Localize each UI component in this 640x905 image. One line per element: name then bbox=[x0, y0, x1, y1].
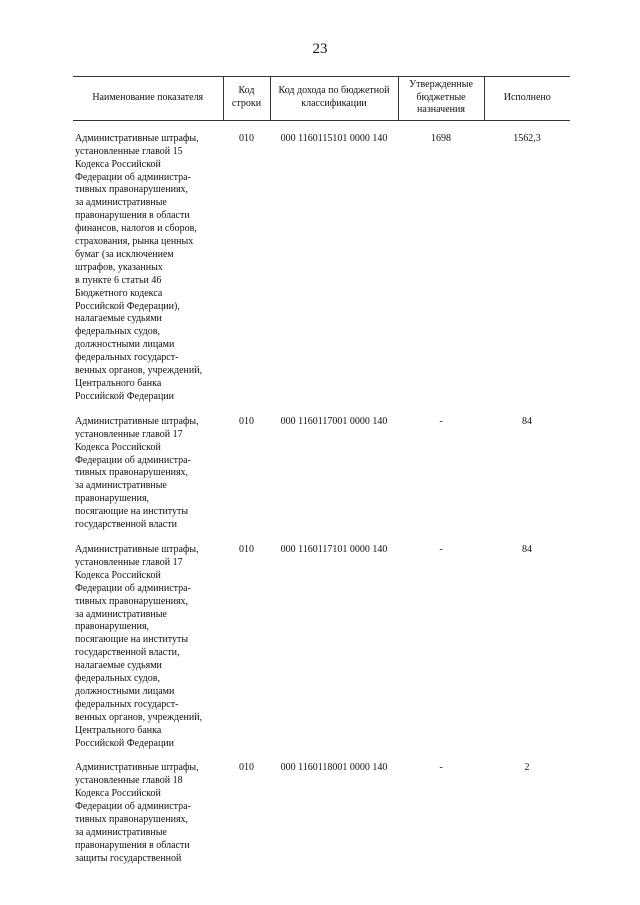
indicator-name-line: за административные bbox=[75, 827, 167, 838]
indicator-name-line: федеральных судов, bbox=[75, 673, 160, 685]
indicator-name-line: правонарушения в области bbox=[75, 839, 190, 851]
page-number: 23 bbox=[312, 41, 328, 57]
indicator-name-line: посягающие на институты bbox=[75, 634, 189, 646]
table-row bbox=[73, 532, 570, 751]
header-approved: Утвержденные бюджетные назначения bbox=[398, 77, 484, 121]
indicator-name-line: должностными лицами bbox=[75, 685, 175, 697]
income-code-cell: 000 1160117001 0000 140 bbox=[280, 415, 388, 427]
indicator-name-line: Бюджетного кодекса bbox=[75, 287, 163, 299]
header-indicator-name: Наименование показателя bbox=[73, 77, 223, 121]
indicator-name-line: страхования, рынка ценных bbox=[75, 236, 194, 248]
indicator-name-line: Центрального банка bbox=[75, 724, 162, 736]
indicator-name-line: венных органов, учреждений, bbox=[75, 711, 203, 723]
indicator-name-line: Центрального банка bbox=[75, 378, 162, 389]
indicator-name-cell bbox=[73, 404, 223, 532]
executed-cell: 1562,3 bbox=[513, 132, 541, 144]
income-code-cell: 000 1160115101 0000 140 bbox=[280, 132, 388, 144]
indicator-name-line: Административные штрафы, bbox=[75, 132, 199, 144]
indicator-name-line: тивных правонарушениях, bbox=[75, 467, 189, 479]
indicator-name-line: финансов, налогов и сборов, bbox=[75, 223, 197, 235]
indicator-name-line: должностными лицами bbox=[75, 339, 175, 351]
table-row bbox=[73, 120, 570, 404]
approved-cell: - bbox=[439, 415, 443, 427]
indicator-name-line: в пункте 6 статьи 46 bbox=[75, 274, 162, 286]
indicator-name-line: Российской Федерации bbox=[75, 390, 175, 402]
indicator-name-line: защиты государственной bbox=[75, 852, 182, 864]
header-income-code: Код дохода по бюджетной классификации bbox=[270, 77, 398, 121]
indicator-name-line: тивных правонарушениях, bbox=[75, 814, 189, 826]
indicator-name-line: правонарушения, bbox=[75, 621, 150, 633]
indicator-name-line: бумаг (за исключением bbox=[75, 248, 174, 260]
indicator-name-line: установленные главой 17 bbox=[75, 556, 183, 568]
indicator-name-line: Российской Федерации), bbox=[75, 300, 180, 312]
indicator-name-line: Административные штрафы, bbox=[75, 762, 199, 774]
approved-cell: 1698 bbox=[431, 132, 451, 144]
table-row bbox=[73, 404, 570, 532]
indicator-name-line: за административные bbox=[75, 480, 167, 492]
approved-cell: - bbox=[439, 762, 443, 774]
line-code-cell: 010 bbox=[239, 762, 254, 774]
indicator-name-line: установленные главой 17 bbox=[75, 428, 183, 440]
indicator-name-line: правонарушения, bbox=[75, 493, 150, 505]
budget-table bbox=[73, 76, 570, 866]
indicator-name-line: установленные главой 18 bbox=[75, 775, 183, 787]
line-code-cell: 010 bbox=[239, 415, 254, 427]
indicator-name-line: Административные штрафы, bbox=[75, 415, 199, 427]
indicator-name-line: за административные bbox=[75, 197, 167, 209]
indicator-name-line: государственной власти, bbox=[75, 647, 180, 659]
indicator-name-line: налагаемые судьями bbox=[75, 313, 162, 325]
table-body bbox=[73, 120, 570, 865]
indicator-name-line: за административные bbox=[75, 608, 167, 620]
indicator-name-line: правонарушения в области bbox=[75, 210, 190, 222]
indicator-name-line: государственной власти bbox=[75, 519, 177, 531]
indicator-name-line: венных органов, учреждений, bbox=[75, 365, 203, 377]
header-executed: Исполнено bbox=[484, 77, 570, 121]
indicator-name-line: тивных правонарушениях, bbox=[75, 184, 189, 196]
income-code-cell: 000 1160117101 0000 140 bbox=[280, 543, 388, 555]
indicator-name-cell bbox=[73, 120, 223, 404]
indicator-name-line: посягающие на институты bbox=[75, 506, 189, 518]
indicator-name-line: штрафов, указанных bbox=[75, 261, 163, 273]
indicator-name-line: Федерации об администра- bbox=[75, 801, 191, 813]
indicator-name-line: Кодекса Российской bbox=[75, 158, 161, 170]
indicator-name-line: Кодекса Российской bbox=[75, 441, 161, 453]
indicator-name-cell bbox=[73, 750, 223, 865]
indicator-name-line: федеральных государст- bbox=[75, 352, 179, 364]
table-row bbox=[73, 750, 570, 865]
indicator-name-line: Кодекса Российской bbox=[75, 569, 161, 581]
indicator-name-line: Российской Федерации bbox=[75, 737, 175, 749]
line-code-cell: 010 bbox=[239, 543, 254, 555]
table-header-row bbox=[73, 77, 570, 121]
indicator-name-line: тивных правонарушениях, bbox=[75, 595, 189, 607]
indicator-name-line: Административные штрафы, bbox=[75, 543, 199, 555]
indicator-name-line: налагаемые судьями bbox=[75, 660, 162, 672]
indicator-name-line: федеральных государст- bbox=[75, 698, 179, 710]
indicator-name-line: установленные главой 15 bbox=[75, 145, 183, 157]
header-line-code: Код строки bbox=[223, 77, 270, 121]
indicator-name-line: федеральных судов, bbox=[75, 326, 160, 338]
indicator-name-cell bbox=[73, 532, 223, 751]
executed-cell: 84 bbox=[522, 543, 532, 555]
approved-cell: - bbox=[439, 543, 443, 555]
indicator-name-line: Федерации об администра- bbox=[75, 171, 191, 183]
income-code-cell: 000 1160118001 0000 140 bbox=[280, 762, 388, 774]
indicator-name-line: Федерации об администра- bbox=[75, 454, 191, 466]
executed-cell: 2 bbox=[524, 762, 530, 774]
indicator-name-line: Кодекса Российской bbox=[75, 788, 161, 800]
indicator-name-line: Федерации об администра- bbox=[75, 582, 191, 594]
executed-cell: 84 bbox=[522, 415, 532, 427]
line-code-cell: 010 bbox=[239, 132, 254, 144]
